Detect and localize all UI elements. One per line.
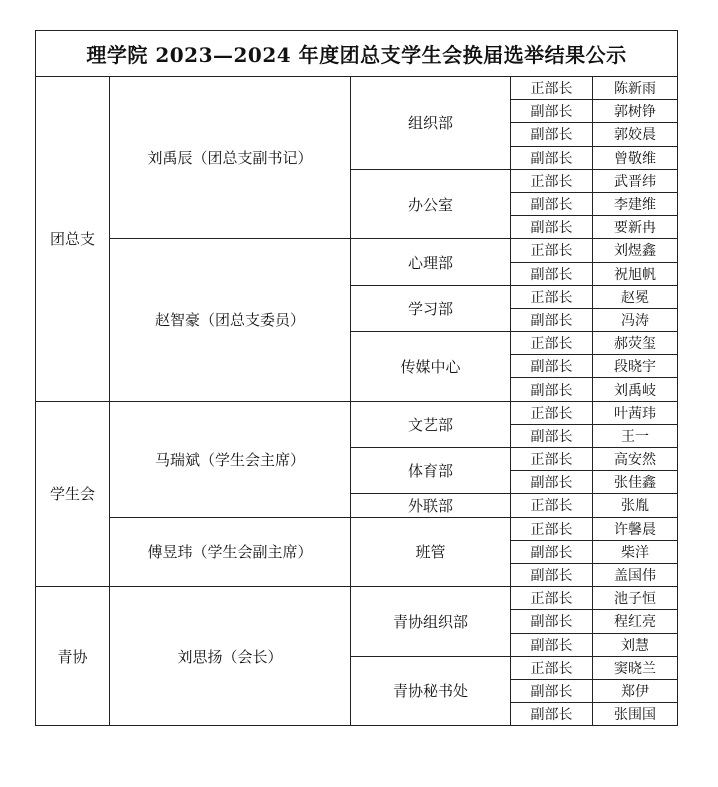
position-cell: 副部长 [511, 633, 593, 656]
leader-cell: 刘禹辰（团总支副书记） [110, 77, 351, 239]
department-cell: 班管 [351, 517, 511, 587]
department-cell: 青协秘书处 [351, 656, 511, 726]
department-cell: 青协组织部 [351, 587, 511, 657]
member-name-cell: 赵冕 [593, 285, 678, 308]
member-name-cell: 窦晓兰 [593, 656, 678, 679]
member-name-cell: 叶茜玮 [593, 401, 678, 424]
table-row [36, 401, 678, 424]
department-cell: 文艺部 [351, 401, 511, 447]
member-name-cell: 许馨晨 [593, 517, 678, 540]
position-cell: 正部长 [511, 401, 593, 424]
member-name-cell: 刘禹岐 [593, 378, 678, 401]
department-cell: 学习部 [351, 285, 511, 331]
table-title: 理学院 2023—2024 年度团总支学生会换届选举结果公示 [36, 31, 678, 77]
department-cell: 组织部 [351, 77, 511, 170]
member-name-cell: 郭树铮 [593, 100, 678, 123]
position-cell: 正部长 [511, 494, 593, 517]
table-row [36, 517, 678, 540]
position-cell: 副部长 [511, 146, 593, 169]
member-name-cell: 盖国伟 [593, 563, 678, 586]
member-name-cell: 陈新雨 [593, 77, 678, 100]
organization-cell: 学生会 [36, 401, 110, 587]
organization-cell: 团总支 [36, 77, 110, 402]
member-name-cell: 武晋纬 [593, 169, 678, 192]
position-cell: 正部长 [511, 587, 593, 610]
leader-cell: 赵智豪（团总支委员） [110, 239, 351, 401]
member-name-cell: 王一 [593, 424, 678, 447]
member-name-cell: 程红亮 [593, 610, 678, 633]
department-cell: 传媒中心 [351, 332, 511, 402]
election-results-table [35, 30, 678, 726]
department-cell: 外联部 [351, 494, 511, 517]
position-cell: 副部长 [511, 703, 593, 726]
position-cell: 副部长 [511, 563, 593, 586]
member-name-cell: 张胤 [593, 494, 678, 517]
position-cell: 副部长 [511, 192, 593, 215]
member-name-cell: 刘慧 [593, 633, 678, 656]
member-name-cell: 张佳鑫 [593, 471, 678, 494]
member-name-cell: 祝旭帆 [593, 262, 678, 285]
position-cell: 副部长 [511, 355, 593, 378]
leader-cell: 傅昱玮（学生会副主席） [110, 517, 351, 587]
organization-cell: 青协 [36, 587, 110, 726]
position-cell: 正部长 [511, 656, 593, 679]
member-name-cell: 郑伊 [593, 679, 678, 702]
member-name-cell: 曾敬维 [593, 146, 678, 169]
member-name-cell: 郝荧玺 [593, 332, 678, 355]
position-cell: 副部长 [511, 679, 593, 702]
position-cell: 副部长 [511, 262, 593, 285]
position-cell: 副部长 [511, 123, 593, 146]
position-cell: 正部长 [511, 332, 593, 355]
position-cell: 正部长 [511, 169, 593, 192]
table-row [36, 587, 678, 610]
member-name-cell: 池子恒 [593, 587, 678, 610]
member-name-cell: 要新冉 [593, 216, 678, 239]
department-cell: 办公室 [351, 169, 511, 239]
member-name-cell: 郭姣晨 [593, 123, 678, 146]
position-cell: 副部长 [511, 216, 593, 239]
member-name-cell: 冯涛 [593, 308, 678, 331]
position-cell: 副部长 [511, 610, 593, 633]
position-cell: 副部长 [511, 540, 593, 563]
member-name-cell: 刘煜鑫 [593, 239, 678, 262]
member-name-cell: 段晓宇 [593, 355, 678, 378]
position-cell: 正部长 [511, 448, 593, 471]
position-cell: 副部长 [511, 378, 593, 401]
table-row [36, 77, 678, 100]
leader-cell: 刘思扬（会长） [110, 587, 351, 726]
department-cell: 体育部 [351, 448, 511, 494]
member-name-cell: 李建维 [593, 192, 678, 215]
position-cell: 副部长 [511, 424, 593, 447]
position-cell: 副部长 [511, 100, 593, 123]
position-cell: 正部长 [511, 517, 593, 540]
position-cell: 副部长 [511, 471, 593, 494]
position-cell: 正部长 [511, 239, 593, 262]
member-name-cell: 张围国 [593, 703, 678, 726]
member-name-cell: 高安然 [593, 448, 678, 471]
member-name-cell: 柴洋 [593, 540, 678, 563]
position-cell: 正部长 [511, 77, 593, 100]
position-cell: 正部长 [511, 285, 593, 308]
department-cell: 心理部 [351, 239, 511, 285]
table-row [36, 239, 678, 262]
leader-cell: 马瑞斌（学生会主席） [110, 401, 351, 517]
position-cell: 副部长 [511, 308, 593, 331]
